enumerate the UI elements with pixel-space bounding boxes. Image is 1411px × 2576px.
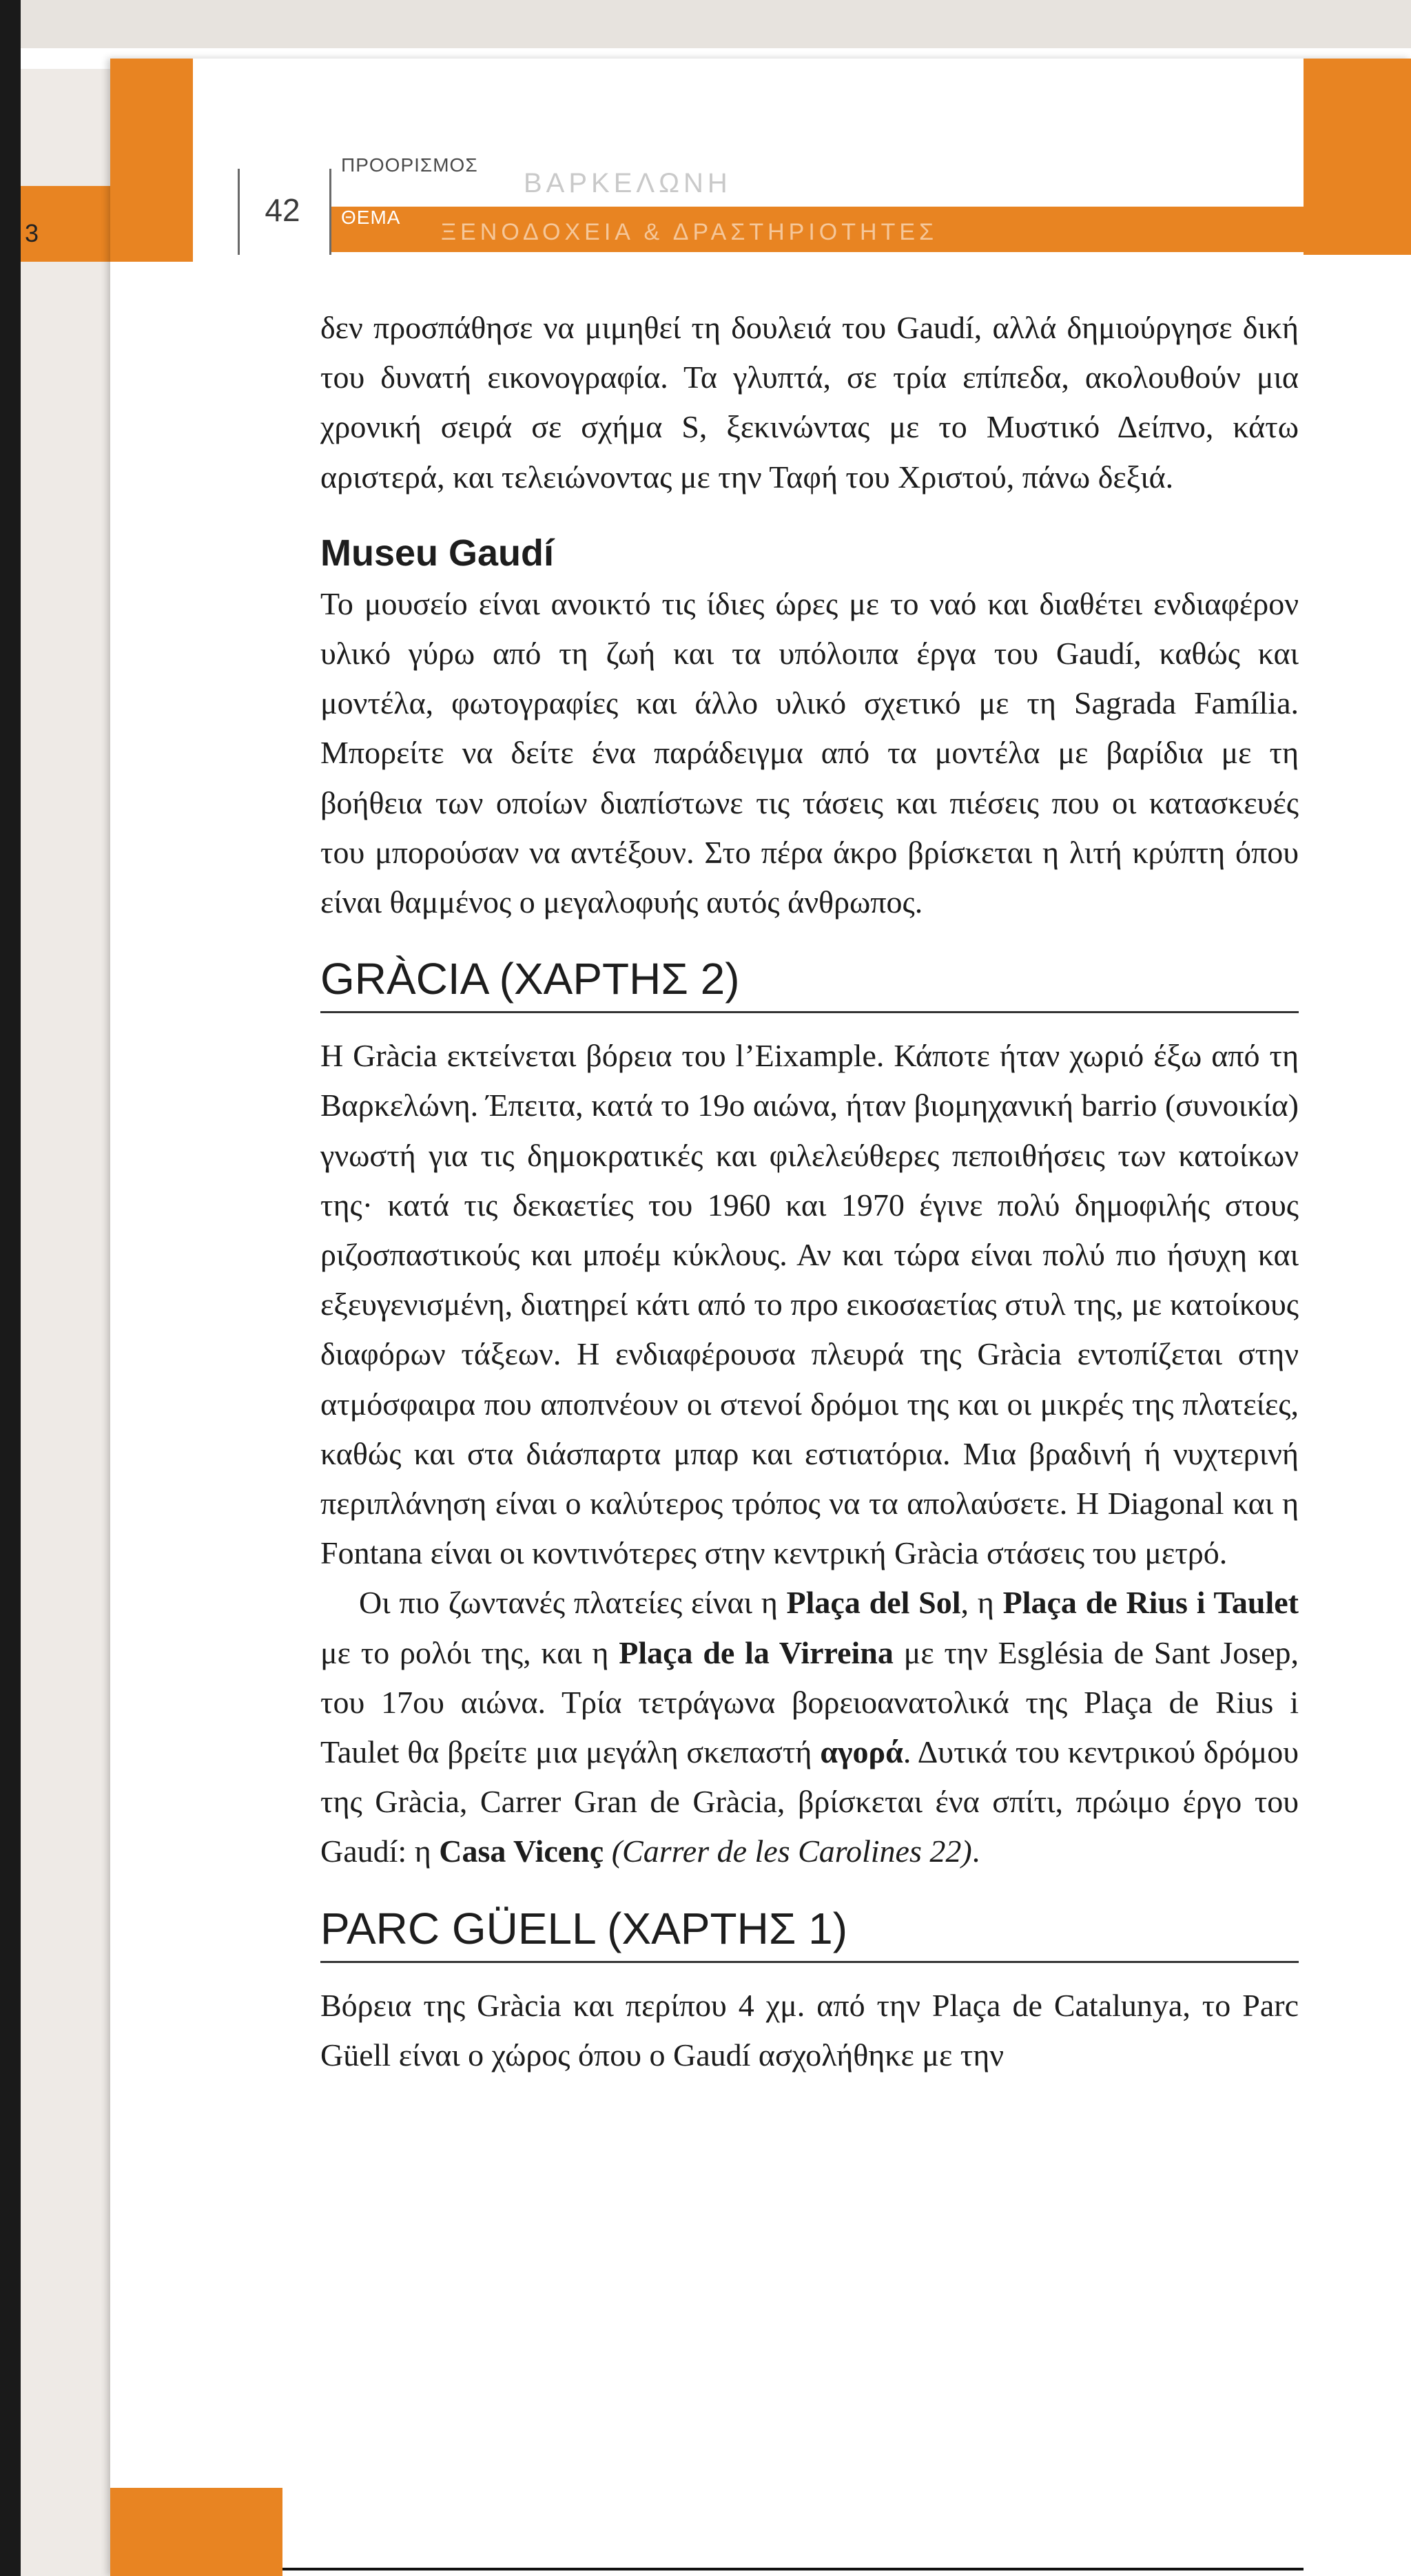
gracia-heading: GRÀCIA (ΧΑΡΤΗΣ 2) [320, 952, 1299, 1013]
scan-edge [0, 0, 21, 2576]
ghost-subtitle: ΞΕΝΟΔΟΧΕΙΑ & ΔΡΑΣΤΗΡΙΟΤΗΤΕΣ [441, 219, 938, 245]
text-run: , η [960, 1585, 1003, 1621]
parc-heading: PARC GÜELL (ΧΑΡΤΗΣ 1) [320, 1902, 1299, 1963]
page-number: 42 [265, 192, 300, 228]
article-body [320, 303, 1299, 2080]
place-name: Casa Vicenç [439, 1834, 604, 1869]
place-name: Plaça de Rius i Taulet [1002, 1585, 1299, 1621]
gracia-paragraph-1: Η Gràcia εκτείνεται βόρεια του l’Eixample. Κάποτε ήταν χωριό έξω από τη Βαρκελώνη. Έπειτα, κατά το 19ο αιώνα, ήταν βιομηχανική barrio (συνοικία) γνωστή για τις δημοκρατικές και φιλελεύθερες πεποιθήσεις των κατοίκων της· κατά τις δεκαετίες του 1960 και 1970 έγινε πολύ δημοφιλής στους ριζοσπαστικούς και μποέμ κύκλους. Αν και τώρα είναι πολύ πιο ήσυχη και εξευγενισμένη, διατηρεί κάτι από το προ εικοσαετίας στυλ της, με κατοίκους διαφόρων τάξεων. Η ενδιαφέρουσα πλευρά της Gràcia εντοπίζεται στην ατμόσφαιρα που αποπνέουν οι στενοί δρόμοι της και οι μικρές της πλατείες, καθώς και στα διάσπαρτα μπαρ και εστιατόρια. Μια βραδινή ή νυχτερινή περιπλάνηση είναι ο καλύτερος τρόπος να τα απολαύσετε. Η Diagonal και η Fontana είναι οι κοντινότερες στην κεντρική Gràcia στάσεις του μετρό. [320, 1038, 1299, 1571]
text-run: . [971, 1834, 980, 1869]
header-accent-right [1304, 59, 1411, 255]
intro-paragraph: δεν προσπάθησε να μιμηθεί τη δουλειά του Gaudí, αλλά δημιούργησε δική του δυνατή εικονογραφία. Τα γλυπτά, σε τρία επίπεδα, ακολουθούν μια χρονική σειρά σε σχήμα S, ξεκινώντας με το Μυστικό Δείπνο, κάτω αριστερά, και τελειώνοντας με την Ταφή του Χριστού, πάνω δεξιά. [320, 310, 1299, 495]
museu-heading: Museu Gaudí [320, 532, 555, 574]
text-run: Οι πιο ζωντανές πλατείες είναι η [359, 1585, 787, 1621]
section-label: ΠΡΟΟΡΙΣΜΟΣ [341, 154, 478, 176]
gracia-paragraph-2 [320, 1578, 1299, 1876]
museu-paragraph: Το μουσείο είναι ανοικτό τις ίδιες ώρες με το ναό και διαθέτει ενδιαφέρον υλικό γύρω από τη ζωή και τα υπόλοιπα έργα του Gaudí, καθώς και μοντέλα, φωτογραφίες και άλλο υλικό σχετικό με τη Sagrada Família. Μπορείτε να δείτε ένα παράδειγμα από τα μοντέλα με βαρίδια με τη βοήθεια των οποίων διαπίστωνε τις τάσεις και πιέσεις που οι κατασκευές του μπορούσαν να αντέξουν. Στο πέρα άκρο βρίσκεται η λιτή κρύπτη όπου είναι θαμμένος ο μεγαλοφυής αυτός άνθρωπος. [320, 585, 1299, 920]
place-name: Plaça de la Virreina [619, 1634, 894, 1670]
text-run: με το ρολόι της, και η [320, 1634, 619, 1670]
footer-accent [110, 2488, 282, 2576]
text-run: . Δυτικά του κεντρικού δρόμου της Gràcia, Carrer Gran de Gràcia, βρίσκεται ένα σπίτι, πρώιμο έργο του Gaudí: η [320, 1734, 1299, 1869]
place-name: αγορά [820, 1734, 903, 1770]
header-accent-left [110, 59, 193, 262]
text-run: με την Església de Sant Josep, του 17ου αιώνα. Τρία τετράγωνα βορειοανατολικά της Plaça de Rius i Taulet θα βρείτε μια μεγάλη σκεπαστή [320, 1634, 1299, 1770]
scan-top [21, 0, 1411, 48]
parc-paragraph: Βόρεια της Gràcia και περίπου 4 χμ. από την Plaça de Catalunya, το Parc Güell είναι ο χώρος όπου ο Gaudí ασχολήθηκε με την [320, 1987, 1299, 2073]
footer-rule [282, 2568, 1304, 2570]
address: (Carrer de les Carolines 22) [611, 1834, 972, 1869]
place-name: Plaça del Sol [786, 1585, 961, 1621]
ghost-title: ΒΑΡΚΕΛΩΝΗ [524, 168, 732, 198]
theme-label: ΘΕΜΑ [341, 207, 401, 228]
side-page-number: 3 [25, 219, 39, 247]
